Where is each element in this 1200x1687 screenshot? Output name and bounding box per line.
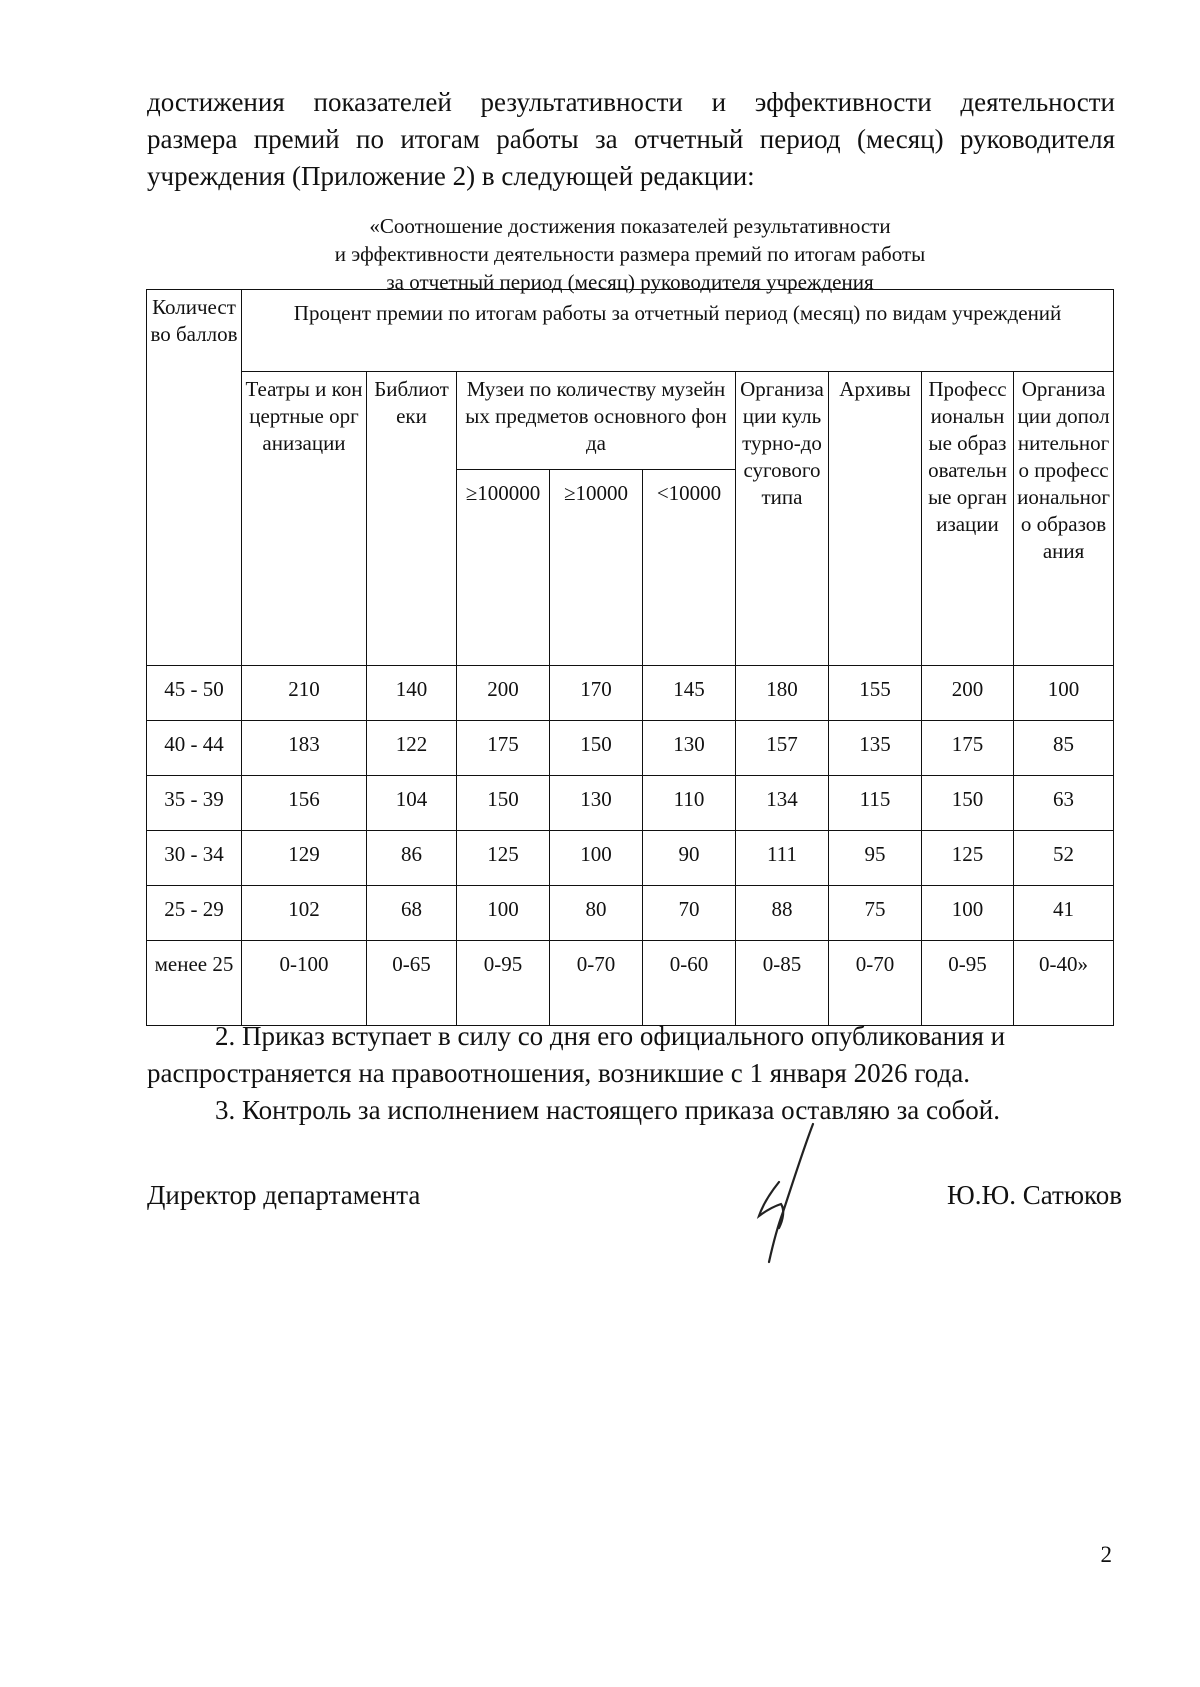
percent-cell: 0-95	[457, 941, 550, 1026]
caption-line: за отчетный период (месяц) руководителя учреждения	[386, 270, 874, 294]
bonus-table	[146, 289, 1114, 1026]
percent-cell: 150	[550, 721, 643, 776]
percent-cell: 102	[242, 886, 367, 941]
percent-cell: 104	[367, 776, 457, 831]
percent-cell: 68	[367, 886, 457, 941]
paragraph-3: 3. Контроль за исполнением настоящего приказа оставляю за собой.	[215, 1095, 1000, 1125]
percent-cell: 155	[829, 666, 922, 721]
percent-cell: 210	[242, 666, 367, 721]
percent-cell: 41	[1014, 886, 1114, 941]
table-row	[147, 886, 1114, 941]
handwritten-signature	[745, 1120, 835, 1270]
percent-cell: 0-100	[242, 941, 367, 1026]
table-row	[147, 721, 1114, 776]
signer-position: Директор департамента	[147, 1180, 421, 1210]
closing-paragraphs	[147, 1018, 1115, 1129]
percent-cell: 70	[643, 886, 736, 941]
score-range-cell: 45 - 50	[147, 666, 242, 721]
percent-cell: 170	[550, 666, 643, 721]
percent-cell: 183	[242, 721, 367, 776]
percent-cell: 122	[367, 721, 457, 776]
percent-cell: 150	[457, 776, 550, 831]
percent-cell: 145	[643, 666, 736, 721]
col-prof-education: Профессиональные образовательные организации	[922, 372, 1014, 666]
percent-cell: 100	[550, 831, 643, 886]
percent-cell: 80	[550, 886, 643, 941]
percent-cell: 85	[1014, 721, 1114, 776]
table-row	[147, 831, 1114, 886]
percent-cell: 180	[736, 666, 829, 721]
percent-cell: 129	[242, 831, 367, 886]
page-number: 2	[1100, 1542, 1112, 1567]
score-range-cell: 25 - 29	[147, 886, 242, 941]
percent-cell: 0-95	[922, 941, 1014, 1026]
caption-line: и эффективности деятельности размера премий по итогам работы	[334, 242, 926, 266]
col-theatres: Театры и концертные организации	[242, 372, 367, 666]
paragraph-2-line: 2. Приказ вступает в силу со дня его официального опубликования и	[215, 1021, 1006, 1051]
percent-cell: 0-85	[736, 941, 829, 1026]
table-row	[147, 666, 1114, 721]
percent-cell: 111	[736, 831, 829, 886]
museum-subcol: ≥10000	[550, 470, 643, 666]
percent-cell: 52	[1014, 831, 1114, 886]
col-cultural-orgs: Организации культурно-досугового типа	[736, 372, 829, 666]
col-libraries: Библиотеки	[367, 372, 457, 666]
percent-cell: 130	[550, 776, 643, 831]
table-body	[147, 666, 1114, 1026]
percent-cell: 200	[922, 666, 1014, 721]
score-range-cell: 40 - 44	[147, 721, 242, 776]
percent-cell: 175	[922, 721, 1014, 776]
percent-cell: 0-40»	[1014, 941, 1114, 1026]
percent-cell: 0-60	[643, 941, 736, 1026]
col-museums: Музеи по количеству музейных предметов основного фонда	[457, 372, 736, 470]
percent-cell: 156	[242, 776, 367, 831]
percent-cell: 0-70	[829, 941, 922, 1026]
museum-subcol: ≥100000	[457, 470, 550, 666]
percent-cell: 135	[829, 721, 922, 776]
percent-cell: 150	[922, 776, 1014, 831]
percent-header: Процент премии по итогам работы за отчетный период (месяц) по видам учреждений	[242, 290, 1114, 372]
signer-name: Ю.Ю. Сатюков	[946, 1180, 1122, 1210]
percent-cell: 100	[1014, 666, 1114, 721]
percent-cell: 100	[922, 886, 1014, 941]
intro-line: учреждения (Приложение 2) в следующей редакции:	[147, 161, 755, 191]
score-range-cell: 30 - 34	[147, 831, 242, 886]
percent-cell: 88	[736, 886, 829, 941]
percent-cell: 95	[829, 831, 922, 886]
percent-cell: 125	[922, 831, 1014, 886]
score-range-cell: менее 25	[147, 941, 242, 1026]
percent-cell: 115	[829, 776, 922, 831]
percent-cell: 0-65	[367, 941, 457, 1026]
score-range-cell: 35 - 39	[147, 776, 242, 831]
museum-subcol: <10000	[643, 470, 736, 666]
col-additional-education: Организации дополнительного профессионального образования	[1014, 372, 1114, 666]
table-row	[147, 941, 1114, 1026]
col-archives: Архивы	[829, 372, 922, 666]
percent-cell: 110	[643, 776, 736, 831]
table-row	[147, 776, 1114, 831]
percent-cell: 75	[829, 886, 922, 941]
percent-cell: 134	[736, 776, 829, 831]
paragraph-2-line: распространяется на правоотношения, возникшие с 1 января 2026 года.	[147, 1058, 970, 1088]
table-caption	[240, 212, 1020, 296]
caption-line: «Соотношение достижения показателей результативности	[369, 214, 891, 238]
percent-cell: 157	[736, 721, 829, 776]
score-header: Количество баллов	[147, 290, 242, 666]
percent-cell: 86	[367, 831, 457, 886]
percent-cell: 63	[1014, 776, 1114, 831]
percent-cell: 125	[457, 831, 550, 886]
intro-paragraph	[147, 84, 1115, 195]
percent-cell: 0-70	[550, 941, 643, 1026]
intro-line: размера премий по итогам работы за отчетный период (месяц) руководителя	[147, 124, 1115, 154]
percent-cell: 175	[457, 721, 550, 776]
percent-cell: 200	[457, 666, 550, 721]
percent-cell: 100	[457, 886, 550, 941]
percent-cell: 130	[643, 721, 736, 776]
percent-cell: 90	[643, 831, 736, 886]
percent-cell: 140	[367, 666, 457, 721]
intro-line: достижения показателей результативности и эффективности деятельности	[147, 87, 1115, 117]
